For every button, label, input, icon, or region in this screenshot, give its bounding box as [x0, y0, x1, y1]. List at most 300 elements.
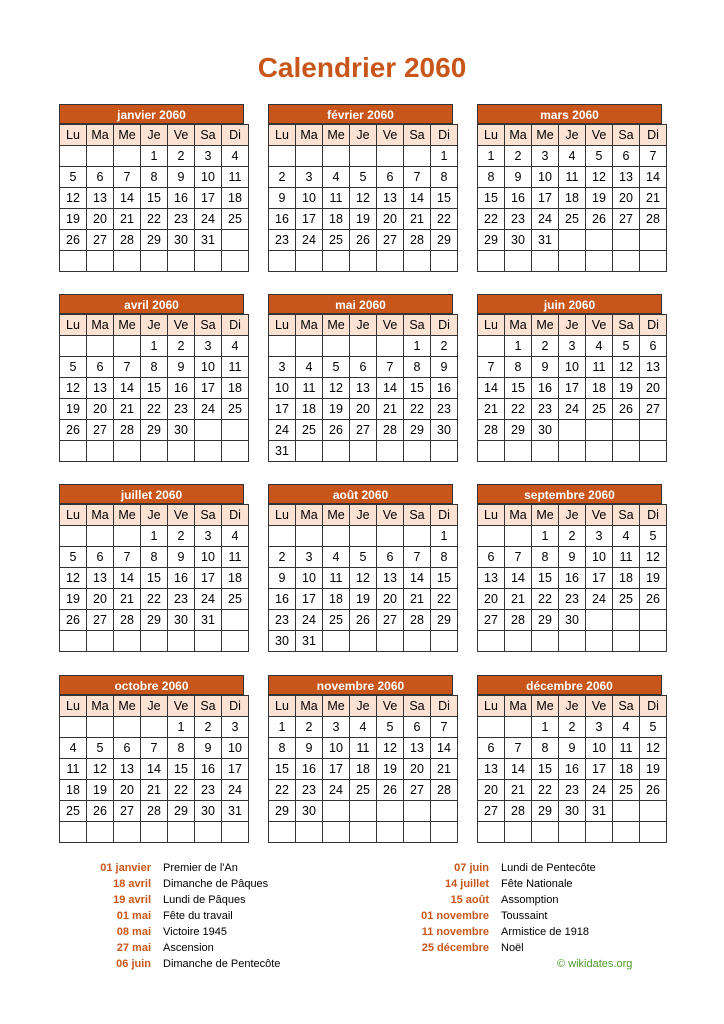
- day-cell: 27: [640, 399, 667, 420]
- day-cell: 31: [296, 631, 323, 652]
- day-cell: 8: [168, 738, 195, 759]
- weekday-header: Ma: [505, 125, 532, 146]
- day-cell: 31: [586, 801, 613, 822]
- day-cell: [640, 822, 667, 843]
- day-cell: 30: [195, 801, 222, 822]
- day-cell: 20: [114, 780, 141, 801]
- day-cell: 4: [222, 526, 249, 547]
- day-cell: 9: [168, 167, 195, 188]
- day-cell: 23: [168, 399, 195, 420]
- month-title: mai 2060: [268, 294, 453, 314]
- day-cell: 2: [168, 336, 195, 357]
- day-cell: [640, 631, 667, 652]
- day-cell: 10: [195, 167, 222, 188]
- day-cell: 14: [141, 759, 168, 780]
- day-cell: 19: [87, 780, 114, 801]
- day-cell: 24: [323, 780, 350, 801]
- day-cell: 31: [195, 610, 222, 631]
- day-cell: [350, 822, 377, 843]
- day-cell: [350, 526, 377, 547]
- day-cell: [532, 822, 559, 843]
- day-cell: 25: [323, 610, 350, 631]
- weekday-header: Ma: [296, 315, 323, 336]
- day-cell: 20: [404, 759, 431, 780]
- weekday-header: Me: [114, 505, 141, 526]
- holiday-item: [396, 940, 596, 956]
- day-cell: 20: [478, 589, 505, 610]
- day-cell: 20: [87, 589, 114, 610]
- day-cell: 28: [478, 420, 505, 441]
- day-cell: 16: [168, 188, 195, 209]
- day-cell: 17: [296, 589, 323, 610]
- day-cell: 6: [87, 547, 114, 568]
- day-cell: 2: [505, 146, 532, 167]
- day-cell: [586, 251, 613, 272]
- day-cell: 11: [222, 167, 249, 188]
- weekday-header: Je: [559, 125, 586, 146]
- day-cell: 3: [296, 167, 323, 188]
- month-calendar: [59, 104, 244, 272]
- day-cell: [296, 336, 323, 357]
- day-cell: 10: [269, 378, 296, 399]
- day-cell: 4: [296, 357, 323, 378]
- day-cell: [640, 441, 667, 462]
- day-cell: 5: [60, 357, 87, 378]
- day-cell: [323, 251, 350, 272]
- day-cell: 23: [431, 399, 458, 420]
- day-cell: [559, 230, 586, 251]
- day-cell: 3: [222, 717, 249, 738]
- day-cell: 17: [269, 399, 296, 420]
- holiday-item: [396, 860, 596, 876]
- day-cell: 24: [586, 780, 613, 801]
- day-cell: 30: [532, 420, 559, 441]
- day-cell: 7: [141, 738, 168, 759]
- weekday-header: Je: [141, 315, 168, 336]
- day-cell: [323, 526, 350, 547]
- day-cell: [195, 631, 222, 652]
- day-cell: 23: [532, 399, 559, 420]
- day-cell: 15: [269, 759, 296, 780]
- day-cell: 21: [114, 209, 141, 230]
- day-cell: 11: [323, 568, 350, 589]
- day-cell: [505, 717, 532, 738]
- weekday-header: Lu: [269, 505, 296, 526]
- day-cell: [87, 717, 114, 738]
- day-cell: 7: [404, 167, 431, 188]
- month-title: décembre 2060: [477, 675, 662, 695]
- month-title: mars 2060: [477, 104, 662, 124]
- day-cell: 16: [532, 378, 559, 399]
- holiday-name: Dimanche de Pentecôte: [163, 958, 281, 970]
- weekday-header: Ma: [87, 315, 114, 336]
- day-cell: 5: [60, 167, 87, 188]
- weekday-header: Ve: [586, 696, 613, 717]
- holiday-name: Lundi de Pentecôte: [501, 862, 596, 874]
- holiday-date: 07 juin: [454, 862, 489, 874]
- day-cell: [431, 631, 458, 652]
- day-cell: 17: [586, 759, 613, 780]
- day-cell: [60, 251, 87, 272]
- day-cell: 14: [505, 568, 532, 589]
- day-cell: 21: [404, 209, 431, 230]
- day-cell: 24: [195, 399, 222, 420]
- day-cell: 5: [640, 526, 667, 547]
- weekday-header: Ve: [168, 315, 195, 336]
- day-cell: [60, 146, 87, 167]
- day-cell: 9: [559, 547, 586, 568]
- weekday-header: Lu: [60, 505, 87, 526]
- day-cell: 7: [404, 547, 431, 568]
- day-cell: [586, 610, 613, 631]
- day-cell: [377, 441, 404, 462]
- day-cell: 25: [559, 209, 586, 230]
- day-cell: [478, 441, 505, 462]
- day-cell: [431, 251, 458, 272]
- day-cell: 2: [269, 167, 296, 188]
- day-cell: [404, 441, 431, 462]
- day-cell: [60, 717, 87, 738]
- day-cell: 29: [168, 801, 195, 822]
- day-cell: 28: [640, 209, 667, 230]
- weekday-header: Me: [323, 315, 350, 336]
- day-cell: 14: [404, 188, 431, 209]
- day-cell: 22: [141, 209, 168, 230]
- day-cell: 21: [404, 589, 431, 610]
- day-cell: 18: [222, 188, 249, 209]
- day-cell: 25: [222, 209, 249, 230]
- day-cell: 21: [114, 399, 141, 420]
- weekday-header: Sa: [613, 125, 640, 146]
- holiday-item: [58, 940, 280, 956]
- weekday-header: Me: [323, 505, 350, 526]
- day-cell: [323, 146, 350, 167]
- day-cell: [350, 251, 377, 272]
- day-cell: 22: [141, 589, 168, 610]
- day-cell: 28: [404, 610, 431, 631]
- weekday-header: Lu: [60, 315, 87, 336]
- weekday-header: Me: [114, 125, 141, 146]
- day-cell: 21: [431, 759, 458, 780]
- day-cell: [613, 822, 640, 843]
- day-cell: 18: [323, 589, 350, 610]
- day-cell: 6: [478, 738, 505, 759]
- day-cell: 31: [269, 441, 296, 462]
- day-cell: 27: [478, 801, 505, 822]
- weekday-header: Lu: [478, 125, 505, 146]
- holiday-date: 06 juin: [116, 958, 151, 970]
- day-cell: [60, 336, 87, 357]
- day-cell: 4: [350, 717, 377, 738]
- day-cell: 19: [586, 188, 613, 209]
- day-cell: 15: [404, 378, 431, 399]
- weekday-header: Me: [114, 696, 141, 717]
- day-cell: [404, 801, 431, 822]
- weekday-header: Je: [350, 315, 377, 336]
- day-cell: [87, 526, 114, 547]
- weekday-header: Ma: [505, 505, 532, 526]
- day-cell: [478, 631, 505, 652]
- day-cell: 23: [559, 589, 586, 610]
- day-cell: 14: [377, 378, 404, 399]
- day-cell: [559, 251, 586, 272]
- day-cell: 29: [404, 420, 431, 441]
- weekday-header: Me: [532, 696, 559, 717]
- day-cell: 10: [532, 167, 559, 188]
- day-cell: [377, 801, 404, 822]
- day-cell: 23: [269, 230, 296, 251]
- credit-link[interactable]: © wikidates.org: [557, 958, 633, 970]
- day-cell: 7: [505, 738, 532, 759]
- day-cell: 4: [323, 547, 350, 568]
- weekday-header: Di: [640, 125, 667, 146]
- day-cell: 4: [323, 167, 350, 188]
- day-cell: 7: [431, 717, 458, 738]
- day-cell: 22: [478, 209, 505, 230]
- day-cell: 4: [559, 146, 586, 167]
- day-cell: 16: [168, 378, 195, 399]
- page-title: Calendrier 2060: [257, 52, 467, 83]
- day-cell: 4: [613, 526, 640, 547]
- day-cell: [478, 251, 505, 272]
- day-cell: 2: [296, 717, 323, 738]
- day-cell: 8: [431, 547, 458, 568]
- day-cell: [377, 526, 404, 547]
- day-cell: 24: [296, 610, 323, 631]
- month-title: janvier 2060: [59, 104, 244, 124]
- day-cell: 22: [404, 399, 431, 420]
- day-cell: 25: [222, 399, 249, 420]
- day-cell: [141, 631, 168, 652]
- day-cell: 12: [377, 738, 404, 759]
- holiday-date: 25 décembre: [421, 942, 489, 954]
- day-cell: 8: [269, 738, 296, 759]
- day-cell: 5: [377, 717, 404, 738]
- day-cell: 26: [350, 230, 377, 251]
- day-cell: [87, 631, 114, 652]
- day-cell: 26: [586, 209, 613, 230]
- day-cell: 22: [269, 780, 296, 801]
- day-cell: 30: [269, 631, 296, 652]
- weekday-header: Ve: [377, 505, 404, 526]
- day-cell: 20: [87, 209, 114, 230]
- day-cell: 2: [532, 336, 559, 357]
- day-cell: [269, 146, 296, 167]
- weekday-header: Ve: [377, 315, 404, 336]
- day-cell: 17: [195, 188, 222, 209]
- day-cell: 8: [141, 357, 168, 378]
- holiday-item: [396, 924, 596, 940]
- day-cell: 13: [350, 378, 377, 399]
- day-cell: 21: [377, 399, 404, 420]
- weekday-header: Di: [222, 125, 249, 146]
- weekday-header: Di: [431, 505, 458, 526]
- day-cell: 26: [640, 780, 667, 801]
- day-cell: 2: [559, 526, 586, 547]
- day-cell: [323, 441, 350, 462]
- weekday-header: Sa: [195, 696, 222, 717]
- weekday-header: Je: [559, 696, 586, 717]
- day-cell: [269, 251, 296, 272]
- day-cell: 7: [114, 167, 141, 188]
- weekday-header: Ve: [377, 696, 404, 717]
- day-cell: [431, 441, 458, 462]
- day-cell: 8: [404, 357, 431, 378]
- weekday-header: Di: [222, 696, 249, 717]
- day-cell: 26: [60, 230, 87, 251]
- day-cell: 2: [431, 336, 458, 357]
- day-cell: 17: [222, 759, 249, 780]
- day-cell: [195, 441, 222, 462]
- day-cell: 19: [60, 209, 87, 230]
- day-cell: [114, 441, 141, 462]
- day-cell: [269, 822, 296, 843]
- holiday-name: Lundi de Pâques: [163, 894, 246, 906]
- day-cell: 26: [87, 801, 114, 822]
- day-cell: 23: [195, 780, 222, 801]
- day-cell: 30: [168, 230, 195, 251]
- day-cell: [114, 146, 141, 167]
- day-cell: [404, 526, 431, 547]
- day-cell: 13: [404, 738, 431, 759]
- day-cell: [222, 420, 249, 441]
- day-cell: 20: [350, 399, 377, 420]
- day-cell: [586, 631, 613, 652]
- day-cell: 1: [404, 336, 431, 357]
- weekday-header: Lu: [269, 696, 296, 717]
- day-cell: 12: [613, 357, 640, 378]
- day-cell: 8: [505, 357, 532, 378]
- day-cell: [222, 822, 249, 843]
- day-cell: [296, 251, 323, 272]
- day-cell: 9: [195, 738, 222, 759]
- weekday-header: Me: [532, 505, 559, 526]
- day-cell: 5: [350, 167, 377, 188]
- day-cell: 16: [505, 188, 532, 209]
- weekday-header: Sa: [195, 125, 222, 146]
- day-cell: 1: [168, 717, 195, 738]
- holiday-name: Ascension: [163, 942, 214, 954]
- weekday-header: Ve: [586, 315, 613, 336]
- day-cell: [350, 336, 377, 357]
- day-cell: 12: [586, 167, 613, 188]
- day-cell: 22: [168, 780, 195, 801]
- holiday-date: 18 avril: [113, 878, 151, 890]
- day-cell: [613, 230, 640, 251]
- day-cell: 31: [532, 230, 559, 251]
- day-cell: [87, 441, 114, 462]
- day-cell: 28: [431, 780, 458, 801]
- day-cell: 29: [505, 420, 532, 441]
- day-cell: 21: [114, 589, 141, 610]
- weekday-header: Lu: [478, 315, 505, 336]
- month-title: août 2060: [268, 484, 453, 504]
- holiday-item: [58, 876, 280, 892]
- day-cell: 17: [296, 209, 323, 230]
- day-cell: 11: [222, 547, 249, 568]
- day-cell: 27: [613, 209, 640, 230]
- day-cell: 11: [60, 759, 87, 780]
- day-cell: 26: [640, 589, 667, 610]
- day-cell: 12: [60, 188, 87, 209]
- day-cell: 11: [559, 167, 586, 188]
- day-cell: 12: [350, 568, 377, 589]
- month-calendar: [477, 675, 662, 843]
- day-cell: 29: [141, 610, 168, 631]
- weekday-header: Lu: [60, 696, 87, 717]
- day-cell: 19: [350, 209, 377, 230]
- weekday-header: Ve: [586, 505, 613, 526]
- holiday-name: Armistice de 1918: [501, 926, 590, 938]
- day-cell: 20: [478, 780, 505, 801]
- day-cell: 26: [60, 610, 87, 631]
- day-cell: 20: [613, 188, 640, 209]
- day-cell: 23: [168, 589, 195, 610]
- day-cell: 31: [222, 801, 249, 822]
- weekday-header: Je: [350, 696, 377, 717]
- weekday-header: Ve: [168, 125, 195, 146]
- month-title: septembre 2060: [477, 484, 662, 504]
- day-cell: [222, 441, 249, 462]
- day-cell: 30: [296, 801, 323, 822]
- day-cell: [404, 631, 431, 652]
- day-cell: 30: [559, 801, 586, 822]
- weekday-header: Lu: [478, 696, 505, 717]
- day-cell: 11: [296, 378, 323, 399]
- day-cell: 5: [323, 357, 350, 378]
- day-cell: 1: [141, 336, 168, 357]
- day-cell: 13: [87, 568, 114, 589]
- day-cell: 20: [640, 378, 667, 399]
- day-cell: [431, 822, 458, 843]
- day-cell: 9: [505, 167, 532, 188]
- day-cell: 4: [586, 336, 613, 357]
- day-cell: 27: [350, 420, 377, 441]
- holiday-list-right: [396, 860, 596, 956]
- day-cell: [222, 230, 249, 251]
- day-cell: 27: [114, 801, 141, 822]
- weekday-header: Ve: [586, 125, 613, 146]
- weekday-header: Lu: [478, 505, 505, 526]
- holiday-name: Assomption: [501, 894, 559, 906]
- day-cell: [613, 610, 640, 631]
- day-cell: [296, 441, 323, 462]
- weekday-header: Di: [222, 315, 249, 336]
- day-cell: [323, 631, 350, 652]
- day-cell: [296, 526, 323, 547]
- day-cell: 1: [431, 146, 458, 167]
- day-cell: [377, 146, 404, 167]
- day-cell: 24: [296, 230, 323, 251]
- day-cell: 12: [350, 188, 377, 209]
- holiday-name: Dimanche de Pâques: [163, 878, 269, 890]
- day-cell: 4: [613, 717, 640, 738]
- day-cell: 11: [613, 547, 640, 568]
- weekday-header: Me: [114, 315, 141, 336]
- day-cell: 31: [195, 230, 222, 251]
- day-cell: 19: [377, 759, 404, 780]
- day-cell: [296, 146, 323, 167]
- day-cell: [613, 251, 640, 272]
- weekday-header: Je: [559, 315, 586, 336]
- weekday-header: Ma: [296, 505, 323, 526]
- day-cell: [640, 801, 667, 822]
- day-cell: 3: [586, 717, 613, 738]
- day-cell: 19: [640, 568, 667, 589]
- day-cell: 6: [404, 717, 431, 738]
- day-cell: [586, 420, 613, 441]
- day-cell: 17: [532, 188, 559, 209]
